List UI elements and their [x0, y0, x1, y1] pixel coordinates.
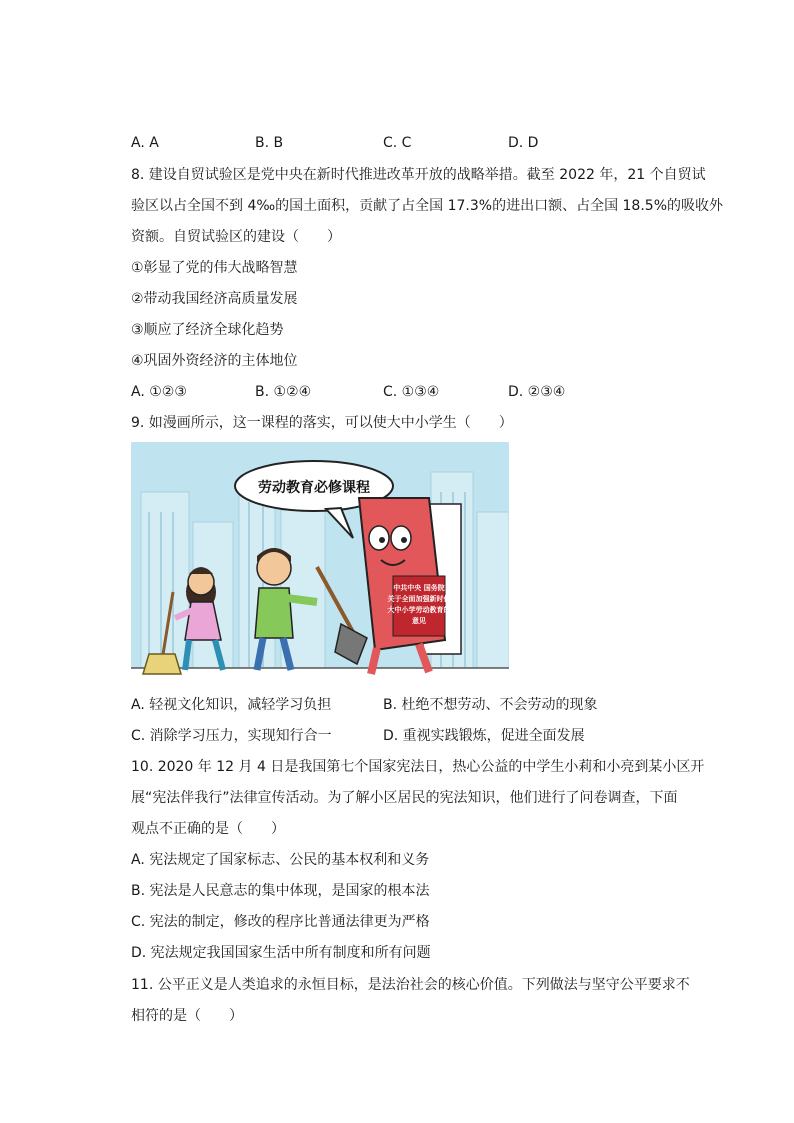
book-title-line-1: 中共中央 国务院 — [393, 584, 445, 592]
q8-statement-4: ④巩固外资经济的主体地位 — [131, 353, 298, 369]
q8-statement-1: ①彰显了党的伟大战略智慧 — [131, 260, 298, 276]
q7-option-c[interactable]: C. C — [383, 135, 412, 151]
q8-stem-line-1: 8. 建设自贸试验区是党中央在新时代推进改革开放的战略举措。截至 2022 年，21 个自贸试 — [131, 167, 706, 183]
q8-stem-line-3: 资额。自贸试验区的建设（ ） — [131, 229, 341, 245]
q8-stem-line-2: 验区以占全国不到 4‰的国土面积，贡献了占全国 17.3%的进出口额、占全国 18.5%的吸收外 — [131, 198, 723, 214]
q8-option-a[interactable]: A. ①②③ — [131, 384, 187, 400]
book-title-line-4: 意见 — [412, 617, 426, 625]
q10-option-d[interactable]: D. 宪法规定我国国家生活中所有制度和所有问题 — [131, 945, 431, 961]
q9-option-a[interactable]: A. 轻视文化知识，减轻学习负担 — [131, 697, 332, 713]
q8-option-b[interactable]: B. ①②④ — [255, 384, 312, 400]
q10-option-b[interactable]: B. 宪法是人民意志的集中体现，是国家的根本法 — [131, 883, 430, 899]
q7-option-b[interactable]: B. B — [255, 135, 284, 151]
q7-option-a[interactable]: A. A — [131, 135, 159, 151]
q8-statement-3: ③顺应了经济全球化趋势 — [131, 322, 284, 338]
q10-stem-line-3: 观点不正确的是（ ） — [131, 821, 285, 837]
q8-option-d[interactable]: D. ②③④ — [508, 384, 566, 400]
q7-option-d[interactable]: D. D — [508, 135, 539, 151]
q11-stem-line-1: 11. 公平正义是人类追求的永恒目标，是法治社会的核心价值。下列做法与坚守公平要求不 — [131, 977, 690, 993]
q8-statement-2: ②带动我国经济高质量发展 — [131, 291, 298, 307]
q10-option-c[interactable]: C. 宪法的制定，修改的程序比普通法律更为严格 — [131, 914, 430, 930]
q9-option-d[interactable]: D. 重视实践锻炼，促进全面发展 — [383, 728, 585, 744]
q9-stem: 9. 如漫画所示，这一课程的落实，可以使大中小学生（ ） — [131, 415, 513, 431]
book-title-line-3: 大中小学劳动教育的 — [387, 606, 451, 614]
q10-stem-line-1: 10. 2020 年 12 月 4 日是我国第七个国家宪法日，热心公益的中学生小莉和小亮到某小区开 — [131, 759, 705, 775]
q9-option-b[interactable]: B. 杜绝不想劳动、不会劳动的现象 — [383, 697, 598, 713]
q10-stem-line-2: 展“宪法伴我行”法律宣传活动。为了解小区居民的宪法知识，他们进行了问卷调查，下面 — [131, 790, 678, 806]
book-title-line-2: 关于全面加强新时代 — [387, 595, 451, 603]
q9-option-c[interactable]: C. 消除学习压力，实现知行合一 — [131, 728, 332, 744]
speech-bubble-text: 劳动教育必修课程 — [258, 480, 370, 496]
q9-cartoon-image — [131, 442, 509, 680]
q11-stem-line-2: 相符的是（ ） — [131, 1008, 243, 1024]
q10-option-a[interactable]: A. 宪法规定了国家标志、公民的基本权利和义务 — [131, 852, 430, 868]
q8-option-c[interactable]: C. ①③④ — [383, 384, 440, 400]
